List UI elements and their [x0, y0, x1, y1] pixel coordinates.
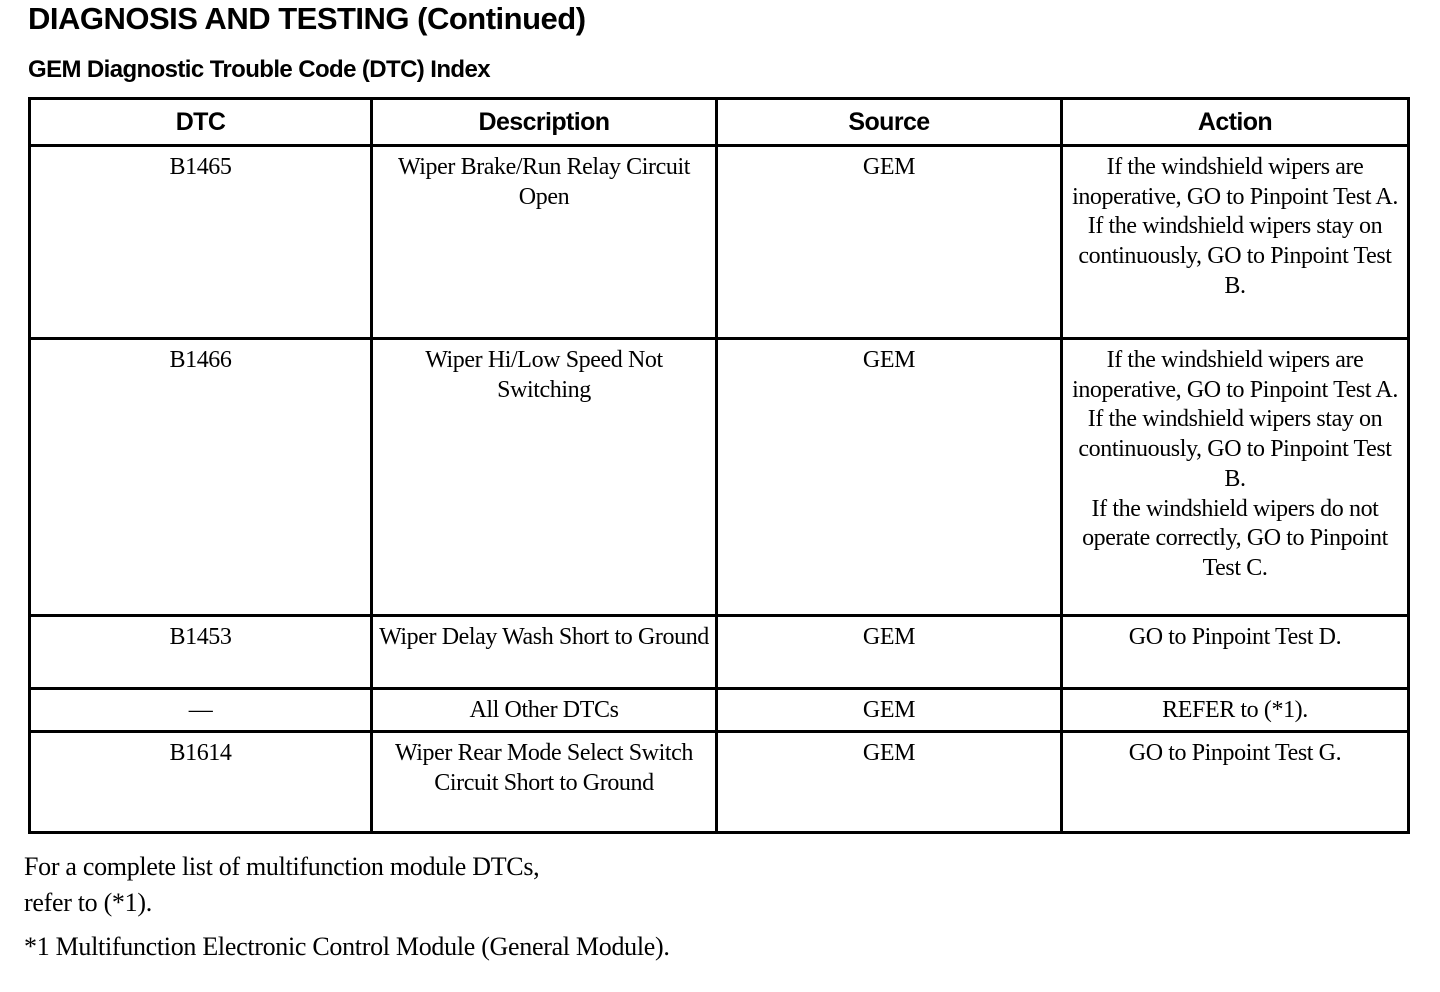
table-row	[30, 732, 1409, 833]
action-text: If the windshield wipers stay on continuously, GO to Pinpoint Test B.	[1078, 213, 1392, 299]
description-cell: Wiper Rear Mode Select Switch Circuit Short to Ground	[372, 732, 717, 833]
header-source: Source	[717, 99, 1062, 146]
description-cell: Wiper Delay Wash Short to Ground	[372, 616, 717, 689]
dtc-cell: —	[30, 689, 372, 732]
action-text: GO to Pinpoint Test G.	[1128, 740, 1342, 766]
header-dtc: DTC	[30, 99, 372, 146]
footnote-text: refer to (*1).	[24, 888, 152, 917]
action-text: If the windshield wipers are inoperative, GO to Pinpoint Test A.	[1072, 347, 1398, 403]
header-action: Action	[1062, 99, 1409, 146]
action-cell	[1062, 732, 1409, 833]
action-cell	[1062, 339, 1409, 616]
action-text: If the windshield wipers do not operate correctly, GO to Pinpoint Test C.	[1082, 495, 1388, 581]
source-cell: GEM	[717, 339, 1062, 616]
dtc-index-table	[28, 97, 1410, 834]
section-title: GEM Diagnostic Trouble Code (DTC) Index	[28, 56, 490, 83]
action-text: If the windshield wipers are inoperative, GO to Pinpoint Test A.	[1072, 154, 1398, 210]
table-row	[30, 616, 1409, 689]
source-cell: GEM	[717, 616, 1062, 689]
table-row	[30, 146, 1409, 339]
action-text: If the windshield wipers stay on continuously, GO to Pinpoint Test B.	[1078, 406, 1392, 492]
header-description: Description	[372, 99, 717, 146]
dtc-cell: B1614	[30, 732, 372, 833]
source-cell: GEM	[717, 689, 1062, 732]
action-cell	[1062, 689, 1409, 732]
action-cell	[1062, 146, 1409, 339]
footnote-definition: *1 Multifunction Electronic Control Module (General Module).	[24, 932, 670, 961]
description-cell: Wiper Brake/Run Relay Circuit Open	[372, 146, 717, 339]
source-cell: GEM	[717, 146, 1062, 339]
footnote-text: For a complete list of multifunction module DTCs,	[24, 852, 540, 881]
table-row	[30, 339, 1409, 616]
action-text: REFER to (*1).	[1162, 697, 1308, 723]
action-cell	[1062, 616, 1409, 689]
action-text: GO to Pinpoint Test D.	[1128, 624, 1342, 650]
source-cell: GEM	[717, 732, 1062, 833]
table-row	[30, 689, 1409, 732]
description-cell: All Other DTCs	[372, 689, 717, 732]
dtc-cell: B1465	[30, 146, 372, 339]
page-title: DIAGNOSIS AND TESTING (Continued)	[28, 1, 586, 36]
table-header-row	[30, 99, 1409, 146]
dtc-cell: B1466	[30, 339, 372, 616]
description-cell: Wiper Hi/Low Speed Not Switching	[372, 339, 717, 616]
dtc-cell: B1453	[30, 616, 372, 689]
